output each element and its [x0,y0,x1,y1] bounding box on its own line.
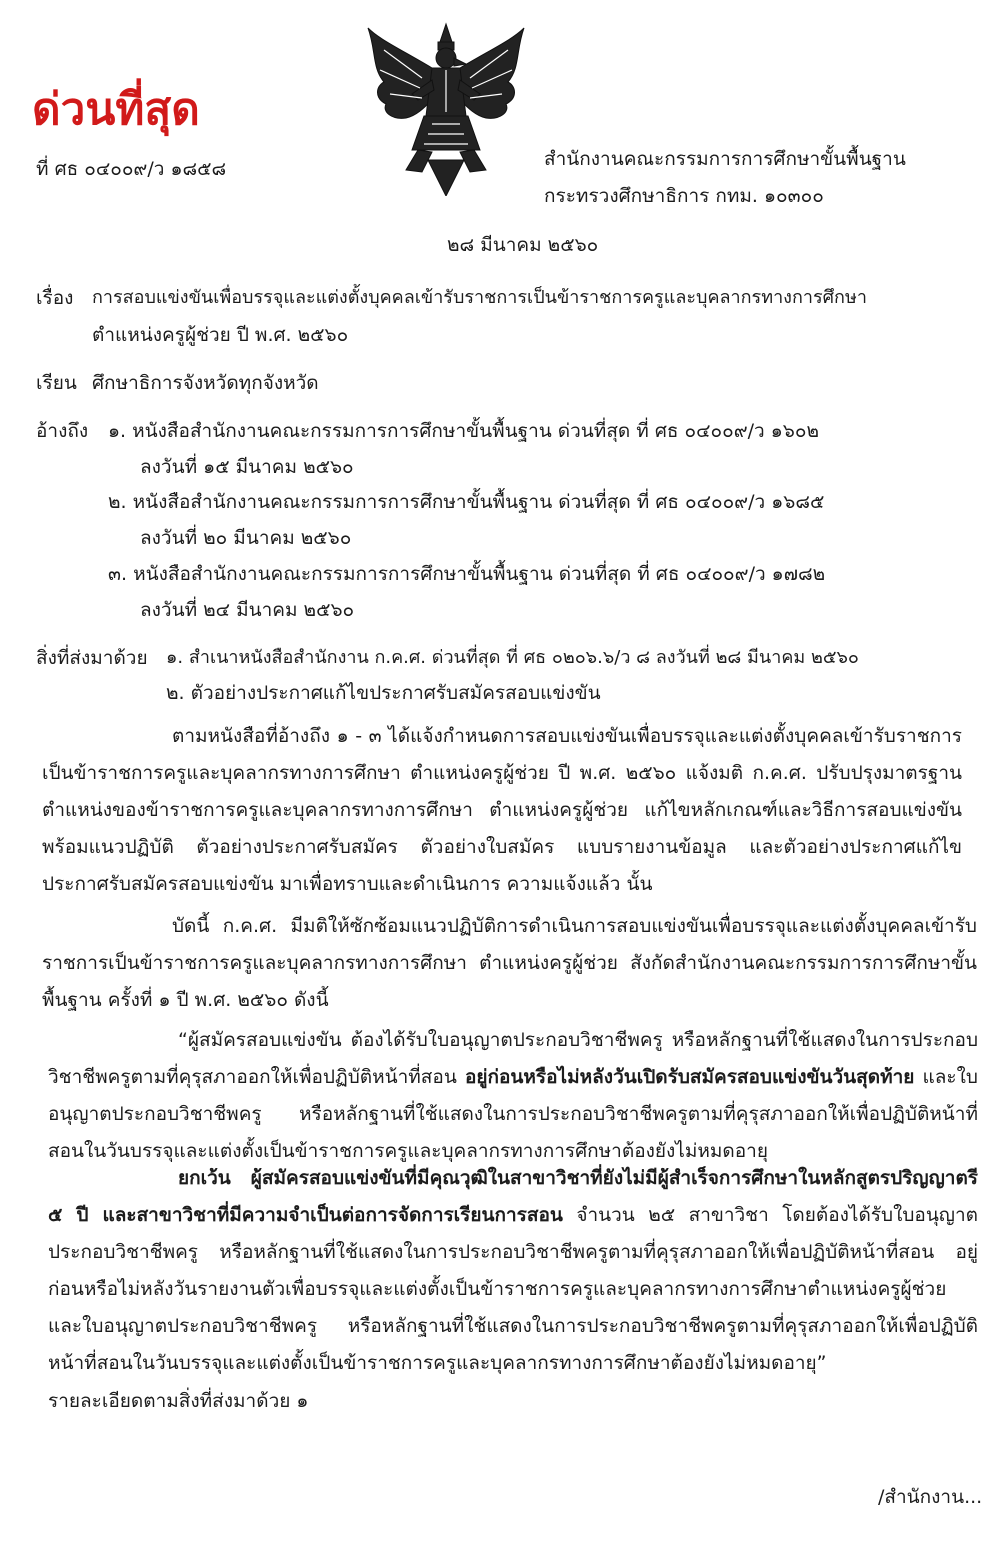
urgency-stamp: ด่วนที่สุด [32,84,200,135]
reference-item-2-date: ลงวันที่ ๒๐ มีนาคม ๒๕๖๐ [140,527,352,549]
reference-item-3-date: ลงวันที่ ๒๔ มีนาคม ๒๕๖๐ [140,599,355,621]
subject-line-2: ตำแหน่งครูผู้ช่วย ปี พ.ศ. ๒๕๖๐ [92,324,349,346]
quote-2-text: จำนวน ๒๕ สาขาวิชา โดยต้องได้รับใบอนุญาตประกอบวิชาชีพครู หรือหลักฐานที่ใช้แสดงในการประกอบวิชาชีพครูตามที่คุรุสภาออกให้เพื่อปฏิบัติหน้าที่สอน อยู่ก่อนหรือไม่หลังวันรายงานตัวเพื่อบรรจุและแต่งตั้งเป็นข้าราชการครูและบุคลากรทางการศึกษาตำแหน่งครูผู้ช่วย และใบอนุญาตประกอบวิชาชีพครู หรือหลักฐานที่ใช้แสดงในการประกอบวิชาชีพครูตามที่คุรุสภาออกให้เพื่อปฏิบัติหน้าที่สอนในวันบรรจุและแต่งตั้งเป็นข้าราชการครูและบุคลากรทางการศึกษาต้องยังไม่หมดอายุ” [48,1204,979,1374]
reference-item-2: ๒. หนังสือสำนักงานคณะกรรมการการศึกษาขั้นพื้นฐาน ด่วนที่สุด ที่ ศธ ๐๔๐๐๙/ว ๑๖๘๕ [108,491,825,513]
continuation-note: /สำนักงาน... [878,1486,983,1508]
quote-1-text-a: “ผู้สมัครสอบแข่งขัน ต้องได้รับใบอนุญาตประกอบวิชาชีพครู หรือหลักฐานที่ใช้แสดงในการประกอบวิชาชีพครูตามที่คุรุสภาออกให้เพื่อปฏิบัติหน้าที่สอน [48,1029,978,1088]
quoted-rule-2 [48,1160,978,1382]
reference-item-3: ๓. หนังสือสำนักงานคณะกรรมการการศึกษาขั้นพื้นฐาน ด่วนที่สุด ที่ ศธ ๐๔๐๐๙/ว ๑๗๘๒ [108,563,826,585]
document-date: ๒๘ มีนาคม ๒๕๖๐ [447,234,599,256]
quote-1-emphasis: อยู่ก่อนหรือไม่หลังวันเปิดรับสมัครสอบแข่งขันวันสุดท้าย [464,1066,915,1088]
garuda-emblem-icon [362,20,530,196]
addressee: ศึกษาธิการจังหวัดทุกจังหวัด [92,372,319,394]
quote-2-emphasis: ยกเว้น ผู้สมัครสอบแข่งขันที่มีคุณวุฒิในสาขาวิชาที่ยังไม่มีผู้สำเร็จการศึกษาในหลักสูตรปริญญาตรี ๕ ปี และสาขาวิชาที่มีความจำเป็นต่อการจัดการเรียนการสอน [48,1167,978,1226]
enclosure-label: สิ่งที่ส่งมาด้วย [36,647,148,669]
reference-item-1: ๑. หนังสือสำนักงานคณะกรรมการการศึกษาขั้นพื้นฐาน ด่วนที่สุด ที่ ศธ ๐๔๐๐๙/ว ๑๖๐๒ [108,420,819,442]
reference-item-1-date: ลงวันที่ ๑๕ มีนาคม ๒๕๖๐ [140,456,354,478]
org-name: สำนักงานคณะกรรมการการศึกษาขั้นพื้นฐาน [544,148,906,170]
reference-label: อ้างถึง [36,420,89,442]
addressee-label: เรียน [36,372,77,394]
org-address: กระทรวงศึกษาธิการ กทม. ๑๐๓๐๐ [544,185,824,207]
subject-line-1: การสอบแข่งขันเพื่อบรรจุและแต่งตั้งบุคคลเข้ารับราชการเป็นข้าราชการครูและบุคลากรทางการศึกษา [92,287,867,308]
quote-1-text-b: และใบอนุญาตประกอบวิชาชีพครู หรือหลักฐานที่ใช้แสดงในการประกอบวิชาชีพครูตามที่คุรุสภาออกให้เพื่อปฏิบัติหน้าที่สอนในวันบรรจุและแต่งตั้งเป็นข้าราชการครูและบุคลากรทางการศึกษาต้องยังไม่หมดอายุ [48,1066,978,1162]
body-paragraph-2: บัดนี้ ก.ค.ศ. มีมติให้ซักซ้อมแนวปฏิบัติการดำเนินการสอบแข่งขันเพื่อบรรจุและแต่งตั้งบุคคลเข้ารับราชการเป็นข้าราชการครูและบุคลากรทางการศึกษา ตำแหน่งครูผู้ช่วย สังกัดสำนักงานคณะกรรมการการศึกษาขั้นพื้นฐาน ครั้งที่ ๑ ปี พ.ศ. ๒๕๖๐ ดังนี้ [42,915,977,1011]
quoted-rule-1 [48,1022,978,1170]
enclosure-item-2: ๒. ตัวอย่างประกาศแก้ไขประกาศรับสมัครสอบแข่งขัน [166,682,601,704]
detail-note: รายละเอียดตามสิ่งที่ส่งมาด้วย ๑ [48,1390,309,1412]
subject-label: เรื่อง [36,287,74,309]
enclosure-item-1: ๑. สำเนาหนังสือสำนักงาน ก.ค.ศ. ด่วนที่สุด ที่ ศธ ๐๒๐๖.๖/ว ๘ ลงวันที่ ๒๘ มีนาคม ๒๕๖๐ [166,647,859,668]
body-paragraph-1: ตามหนังสือที่อ้างถึง ๑ - ๓ ได้แจ้งกำหนดการสอบแข่งขันเพื่อบรรจุและแต่งตั้งบุคคลเข้ารับราชการเป็นข้าราชการครูและบุคลากรทางการศึกษา ตำแหน่งครูผู้ช่วย ปี พ.ศ. ๒๕๖๐ แจ้งมติ ก.ค.ศ. ปรับปรุงมาตรฐานตำแหน่งของข้าราชการครูและบุคลากรทางการศึกษา ตำแหน่งครูผู้ช่วย แก้ไขหลักเกณฑ์และวิธีการสอบแข่งขัน พร้อมแนวปฏิบัติ ตัวอย่างประกาศรับสมัคร ตัวอย่างใบสมัคร แบบรายงานข้อมูล และตัวอย่างประกาศแก้ไขประกาศรับสมัครสอบแข่งขัน มาเพื่อทราบและดำเนินการ ความแจ้งแล้ว นั้น [42,725,962,895]
document-number: ที่ ศธ ๐๔๐๐๙/ว ๑๘๕๘ [36,158,227,180]
